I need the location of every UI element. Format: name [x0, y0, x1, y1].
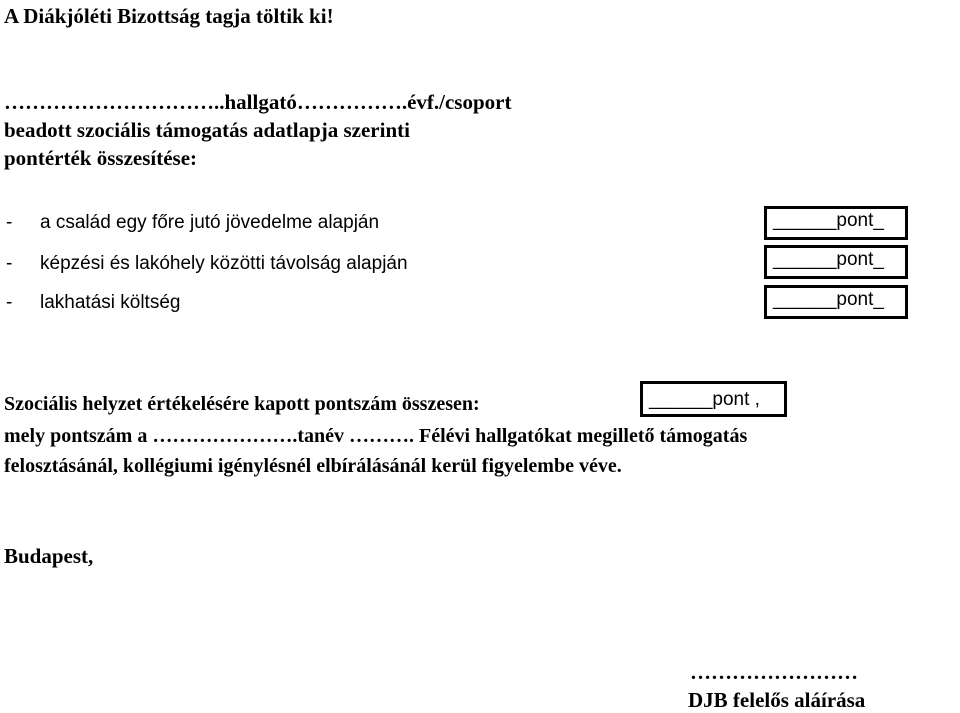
criteria-item-housing-points[interactable]: ______pont_ [764, 285, 908, 319]
summary-semester-line: mely pontszám a ………………….tanév ………. Félévi hallgatókat megillető támogatás [4, 425, 748, 447]
criteria-item-income-points[interactable]: ______pont_ [764, 206, 908, 240]
criteria-item-distance-points[interactable]: ______pont_ [764, 245, 908, 279]
place-label: Budapest, [4, 544, 94, 568]
intro-line: beadott szociális támogatás adatlapja szerinti [4, 118, 410, 142]
signature-label: DJB felelős aláírása [688, 688, 866, 712]
summary-total-label: Szociális helyzet értékelésére kapott pontszám összesen: [4, 393, 480, 415]
signature-line: …………………… [690, 660, 858, 684]
list-dash: - [6, 253, 13, 274]
page-title: A Diákjóléti Bizottság tagja töltik ki! [4, 4, 334, 28]
student-group-line: …………………………..hallgató…………….évf./csoport [4, 90, 512, 114]
criteria-item-income-label: a család egy főre jutó jövedelme alapján [40, 212, 380, 233]
intro-line: pontérték összesítése: [4, 146, 198, 170]
list-dash: - [6, 292, 13, 313]
summary-total-points[interactable]: ______pont , [640, 381, 787, 417]
list-dash: - [6, 212, 13, 233]
criteria-item-housing-label: lakhatási költség [40, 292, 181, 313]
criteria-item-distance-label: képzési és lakóhely közötti távolság alapján [40, 253, 408, 274]
summary-usage-line: felosztásánál, kollégiumi igénylésnél elbírálásánál kerül figyelembe véve. [4, 455, 622, 477]
